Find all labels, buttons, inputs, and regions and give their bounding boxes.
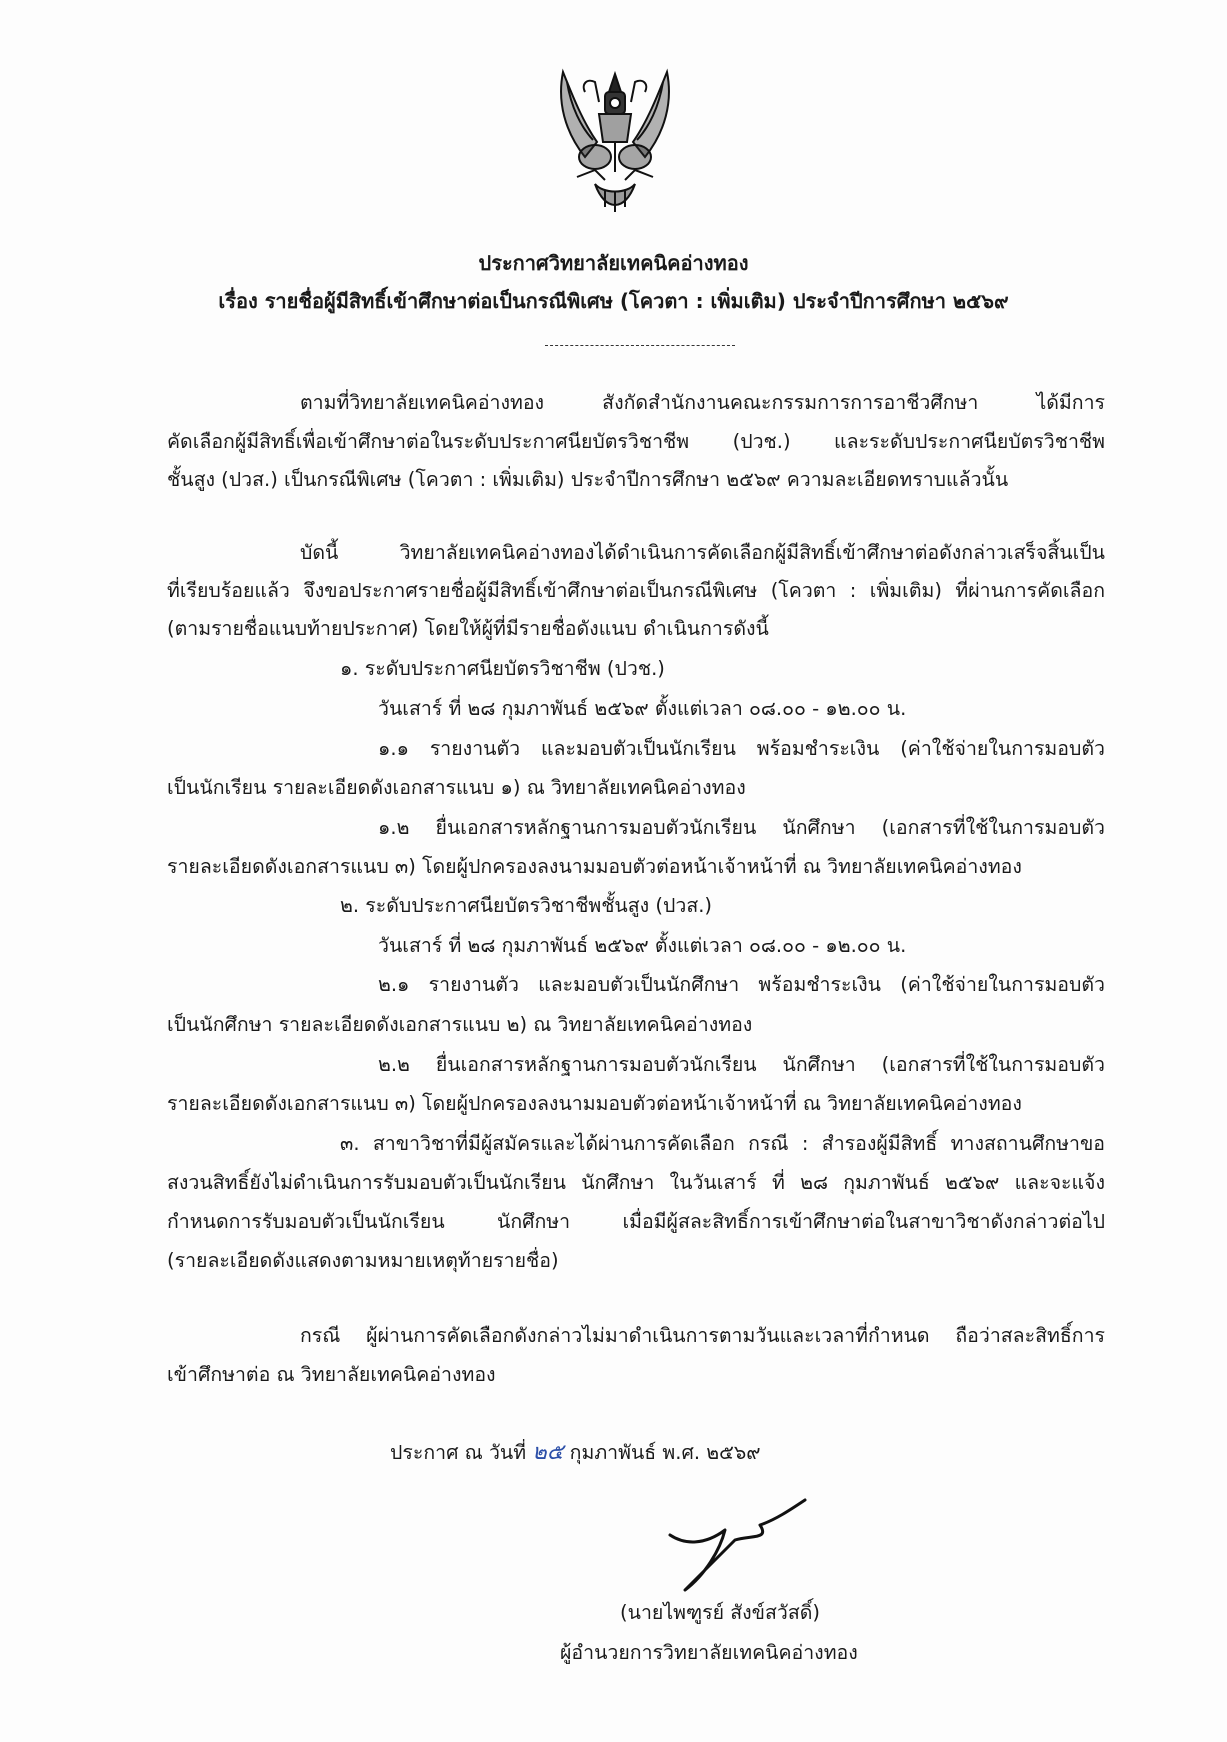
section-1-schedule: วันเสาร์ ที่ ๒๘ กุมภาพันธ์ ๒๕๖๙ ตั้งแต่เวลา ๐๘.๐๐ - ๑๒.๐๐ น. (378, 697, 907, 720)
section-3-line-1: ๓. สาขาวิชาที่มีผู้สมัครและได้ผ่านการคัดเลือก กรณี : สำรองผู้มีสิทธิ์ ทางสถานศึกษาขอ (340, 1132, 1105, 1155)
paragraph-1-line-1: ตามที่วิทยาลัยเทคนิคอ่างทอง สังกัดสำนักงานคณะกรรมการการอาชีวศึกษา ได้มีการ (300, 391, 1105, 414)
section-2-heading: ๒. ระดับประกาศนียบัตรวิชาชีพชั้นสูง (ปวส.) (340, 894, 713, 917)
announcement-title: ประกาศวิทยาลัยเทคนิคอ่างทอง (478, 251, 749, 275)
paragraph-2-line-3: (ตามรายชื่อแนบท้ายประกาศ) โดยให้ผู้ที่มีรายชื่อดังแนบ ดำเนินการดังนี้ (167, 617, 769, 640)
signer-position: ผู้อำนวยการวิทยาลัยเทคนิคอ่างทอง (560, 1641, 858, 1664)
announce-day-handwritten: ๒๕ (532, 1440, 564, 1465)
section-1-item-2-line-2: รายละเอียดดังเอกสารแนบ ๓) โดยผู้ปกครองลงนามมอบตัวต่อหน้าเจ้าหน้าที่ ณ วิทยาลัยเทคนิคอ่างทอง (167, 855, 1022, 878)
section-3-line-3: กำหนดการรับมอบตัวเป็นนักเรียน นักศึกษา เมื่อมีผู้สละสิทธิ์การเข้าศึกษาต่อในสาขาวิชาดังกล่าวต่อไป (167, 1210, 1105, 1233)
closing-line-2: เข้าศึกษาต่อ ณ วิทยาลัยเทคนิคอ่างทอง (167, 1363, 496, 1386)
section-2-item-2-line-1: ๒.๒ ยื่นเอกสารหลักฐานการมอบตัวนักเรียน นักศึกษา (เอกสารที่ใช้ในการมอบตัว (378, 1053, 1105, 1076)
garuda-emblem-icon (555, 62, 675, 222)
signature-icon (665, 1495, 815, 1595)
signer-name: (นายไพฑูรย์ สังข์สวัสดิ์) (620, 1601, 821, 1624)
paragraph-2-line-2: ที่เรียบร้อยแล้ว จึงขอประกาศรายชื่อผู้มีสิทธิ์เข้าศึกษาต่อเป็นกรณีพิเศษ (โควตา : เพิ่มเติม) ที่ผ่านการคัดเลือก (167, 579, 1105, 602)
section-2-item-1-line-1: ๒.๑ รายงานตัว และมอบตัวเป็นนักศึกษา พร้อมชำระเงิน (ค่าใช้จ่ายในการมอบตัว (378, 973, 1105, 996)
section-3-line-4: (รายละเอียดดังแสดงตามหมายเหตุท้ายรายชื่อ) (167, 1249, 559, 1272)
section-2-item-2-line-2: รายละเอียดดังเอกสารแนบ ๓) โดยผู้ปกครองลงนามมอบตัวต่อหน้าเจ้าหน้าที่ ณ วิทยาลัยเทคนิคอ่างทอง (167, 1092, 1022, 1115)
section-1-item-1-line-2: เป็นนักเรียน รายละเอียดดังเอกสารแนบ ๑) ณ วิทยาลัยเทคนิคอ่างทอง (167, 776, 746, 799)
announce-prefix: ประกาศ ณ วันที่ (390, 1441, 527, 1464)
paragraph-1-line-2: คัดเลือกผู้มีสิทธิ์เพื่อเข้าศึกษาต่อในระดับประกาศนียบัตรวิชาชีพ (ปวช.) และระดับประกาศนียบัตรวิชาชีพ (167, 430, 1105, 453)
section-1-heading: ๑. ระดับประกาศนียบัตรวิชาชีพ (ปวช.) (340, 657, 665, 680)
paragraph-1-line-3: ชั้นสูง (ปวส.) เป็นกรณีพิเศษ (โควตา : เพิ่มเติม) ประจำปีการศึกษา ๒๕๖๙ ความละเอียดทราบแล้วนั้น (167, 468, 1009, 491)
announcement-subject: เรื่อง รายชื่อผู้มีสิทธิ์เข้าศึกษาต่อเป็นกรณีพิเศษ (โควตา : เพิ่มเติม) ประจำปีการศึกษา ๒๕๖๙ (218, 289, 1009, 313)
section-1-item-2-line-1: ๑.๒ ยื่นเอกสารหลักฐานการมอบตัวนักเรียน นักศึกษา (เอกสารที่ใช้ในการมอบตัว (378, 816, 1105, 839)
title-separator (545, 345, 735, 346)
closing-line-1: กรณี ผู้ผ่านการคัดเลือกดังกล่าวไม่มาดำเนินการตามวันและเวลาที่กำหนด ถือว่าสละสิทธิ์การ (300, 1324, 1105, 1347)
paragraph-2-line-1: บัดนี้ วิทยาลัยเทคนิคอ่างทองได้ดำเนินการคัดเลือกผู้มีสิทธิ์เข้าศึกษาต่อดังกล่าวเสร็จสิ้นเป็น (300, 541, 1105, 564)
section-2-schedule: วันเสาร์ ที่ ๒๘ กุมภาพันธ์ ๒๕๖๙ ตั้งแต่เวลา ๐๘.๐๐ - ๑๒.๐๐ น. (378, 934, 907, 957)
announce-suffix: กุมภาพันธ์ พ.ศ. ๒๕๖๙ (569, 1441, 761, 1464)
announcement-date (390, 1440, 761, 1466)
section-3-line-2: สงวนสิทธิ์ยังไม่ดำเนินการรับมอบตัวเป็นนักเรียน นักศึกษา ในวันเสาร์ ที่ ๒๘ กุมภาพันธ์ ๒๕๖๙ และจะแจ้ง (167, 1171, 1105, 1194)
section-1-item-1-line-1: ๑.๑ รายงานตัว และมอบตัวเป็นนักเรียน พร้อมชำระเงิน (ค่าใช้จ่ายในการมอบตัว (378, 737, 1105, 760)
section-2-item-1-line-2: เป็นนักศึกษา รายละเอียดดังเอกสารแนบ ๒) ณ วิทยาลัยเทคนิคอ่างทอง (167, 1013, 753, 1036)
